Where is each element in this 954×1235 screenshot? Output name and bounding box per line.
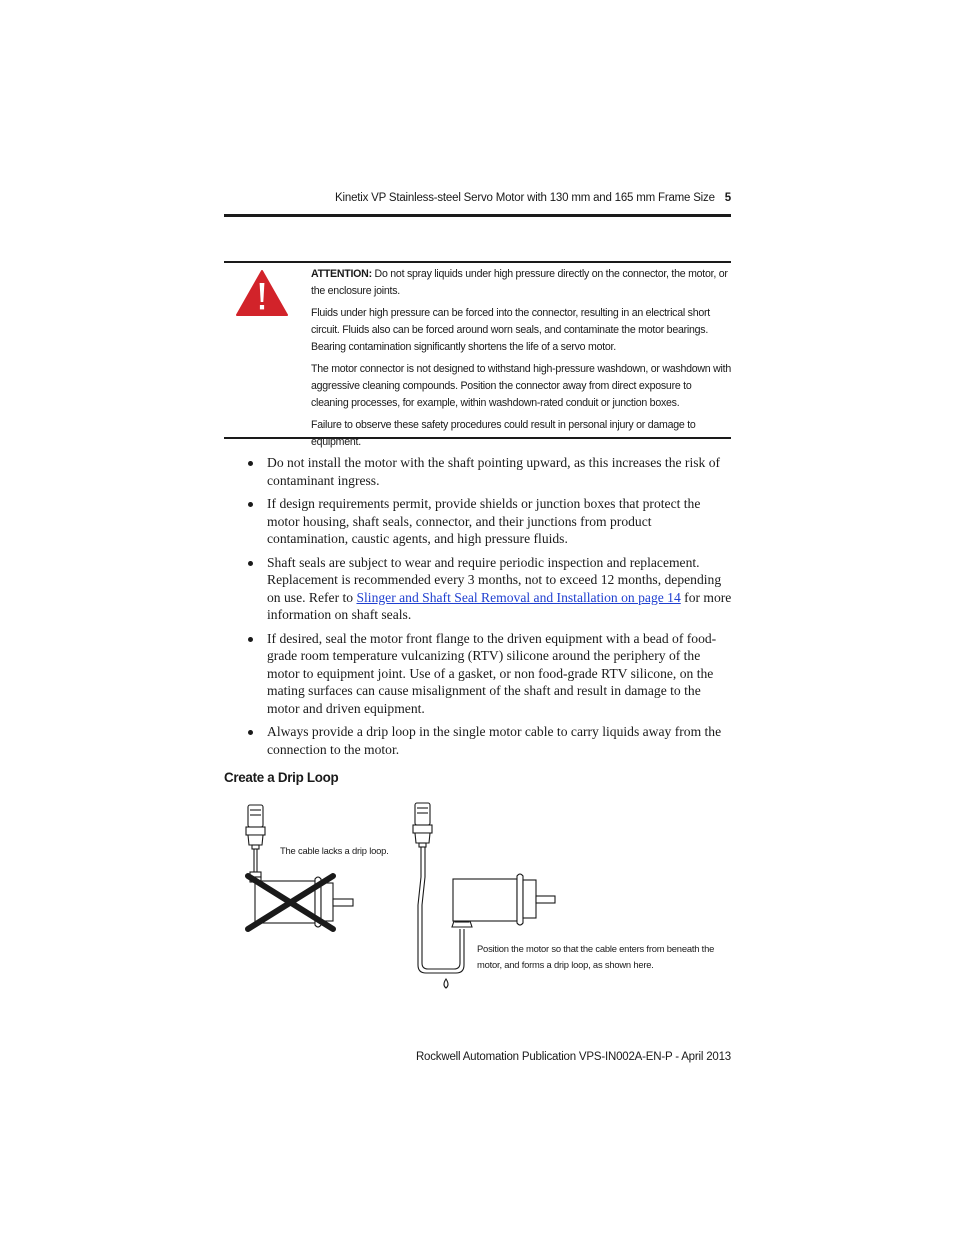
header-rule [224,214,731,217]
attention-label: ATTENTION: [311,268,372,280]
left-figure-caption: The cable lacks a drip loop. [280,845,389,856]
bullet-text: If design requirements permit, provide shields or junction boxes that protect the motor housing, shaft seals, connector, and their junctions from product contamination, caustic agents, and high pressure fluids. [267,496,701,546]
footer: Rockwell Automation Publication VPS-IN002A-EN-P - April 2013 [415,1051,731,1063]
page-number: 5 [724,192,731,204]
attention-paragraph: The motor connector is not designed to withstand high-pressure washdown, or washdown with aggressive cleaning compounds. Position the connector away from direct exposure to cleaning processes, for example, within washdown-rated conduit or junction boxes. [311,363,731,409]
bullet-icon [248,461,253,466]
attention-lead-paragraph [311,266,731,300]
list-item [248,454,732,489]
attention-paragraph: Fluids under high pressure can be forced into the connector, resulting in an electrical short circuit. Fluids also can be forced around worn seals, and contaminate the motor bearings. Bearing contamination significantly shortens the life of a servo motor. [311,307,710,353]
list-item [248,495,732,548]
list-item [248,554,732,624]
bullet-text: Do not install the motor with the shaft pointing upward, as this increases the risk of contaminant ingress. [267,455,721,488]
attention-text [311,266,731,456]
running-header [224,192,731,204]
bullet-text: Always provide a drip loop in the single motor cable to carry liquids away from the connection to the motor. [267,724,722,757]
bullet-icon [248,637,253,642]
bullet-icon [248,561,253,566]
list-item [248,630,732,718]
bullet-text-before: Shaft seals are subject to wear and require periodic inspection and replacement. Replacement is recommended every 3 months, not to exceed 12 months, depending on use. Refer to [267,554,722,605]
section-title: Create a Drip Loop [224,770,339,785]
right-figure-caption: Position the motor so that the cable enters from beneath the motor, and forms a drip loop, as shown here. [477,943,715,970]
attention-paragraph: Failure to observe these safety procedures could result in personal injury or damage to equipment. [311,419,696,448]
attention-box [224,261,731,448]
bullet-icon [248,730,253,735]
attention-lead: Do not spray liquids under high pressure directly on the connector, the motor, or the enclosure joints. [311,268,728,297]
seal-removal-link[interactable]: Slinger and Shaft Seal Removal and Installation on page 14 [356,589,681,605]
bullet-list [248,454,732,764]
list-item [248,723,732,758]
bullet-text-after: for more information on shaft seals. [267,589,732,622]
warning-triangle-icon [235,268,289,318]
water-drop-icon [444,979,448,988]
bullet-text: If desired, seal the motor front flange to the driven equipment with a bead of food-grade room temperature vulcanizing (RTV) silicone around the periphery of the motor to equipment joint. Use of a gasket, or non food-grade RTV silicone, on the mating surfaces can cause misalignment of the shaft and result in damage to the motor and driven equipment. [267,630,717,716]
running-header-title: Kinetix VP Stainless-steel Servo Motor with 130 mm and 165 mm Frame Size [335,192,715,204]
bullet-icon [248,502,253,507]
